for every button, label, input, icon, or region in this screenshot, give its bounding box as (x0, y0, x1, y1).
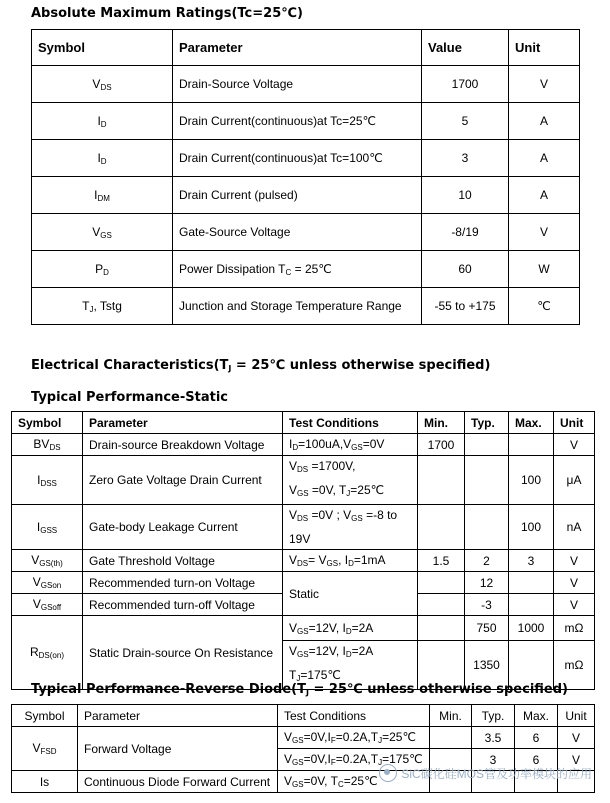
parameter-cell: Recommended turn-off Voltage (83, 594, 283, 616)
unit-cell: mΩ (554, 641, 595, 690)
parameter-cell: Drain Current(continuous)at Tc=100℃ (173, 140, 422, 177)
unit-cell: V (509, 66, 580, 103)
unit-cell: A (509, 140, 580, 177)
header-test-conditions: Test Conditions (283, 412, 418, 434)
symbol-cell: $R_{DS(on)}$ (12, 616, 83, 690)
table-header-row (32, 30, 580, 66)
min-cell (418, 505, 465, 550)
abs-max-table (31, 29, 580, 325)
typ-cell: 12 (465, 572, 509, 594)
parameter-cell: Zero Gate Voltage Drain Current (83, 456, 283, 505)
parameter-cell: Gate Threshold Voltage (83, 550, 283, 572)
symbol-cell: $T_J$, Tstg (32, 288, 173, 325)
table-row (32, 66, 580, 103)
value-cell: 5 (422, 103, 509, 140)
reverse-diode-title: Typical Performance-Reverse $Diode(T_J$ = 25℃ unless otherwise specified) (31, 682, 568, 697)
conditions-cell: Static (283, 572, 418, 616)
conditions-cell: $I_D=100uA,V_{GS}=0V$ (283, 434, 418, 456)
symbol-cell: $I_{DM}$ (32, 177, 173, 214)
header-test-conditions: Test Conditions (278, 705, 430, 727)
table-header-row (12, 412, 595, 434)
typ-cell (465, 456, 509, 505)
parameter-cell: Power Dissipation $T_C$ = 25℃ (173, 251, 422, 288)
symbol-cell: $I_D$ (32, 140, 173, 177)
min-cell (418, 572, 465, 594)
unit-cell: V (509, 214, 580, 251)
parameter-cell: Gate-body Leakage Current (83, 505, 283, 550)
table-row (12, 727, 595, 749)
header-parameter: Parameter (78, 705, 278, 727)
unit-cell: A (509, 177, 580, 214)
unit-cell: V (558, 749, 595, 771)
conditions-cell: $V_{GS}=0V,I_F=0.2A,T_J=25℃$ (278, 727, 430, 749)
max-cell (509, 434, 554, 456)
symbol-cell: $V_{GSon}$ (12, 572, 83, 594)
table-row (32, 251, 580, 288)
parameter-cell: Recommended turn-on Voltage (83, 572, 283, 594)
header-parameter: Parameter (83, 412, 283, 434)
table-row (12, 550, 595, 572)
value-cell: 1700 (422, 66, 509, 103)
electrical-title: Electrical $Characteristics(T_J$ = 25℃ unless otherwise specified) (31, 358, 491, 373)
parameter-cell: Drain-source Breakdown Voltage (83, 434, 283, 456)
header-symbol: Symbol (12, 412, 83, 434)
conditions-cell: $V_{GS}=12V$, $I_D=2A$ (283, 616, 418, 641)
value-cell: -8/19 (422, 214, 509, 251)
typ-cell: -3 (465, 594, 509, 616)
header-parameter: Parameter (173, 30, 422, 66)
conditions-cell: $V_{DS} =1700V$, $V_{GS} =0V$, $T_J=25℃$ (283, 456, 418, 505)
header-unit: Unit (554, 412, 595, 434)
header-min: Min. (418, 412, 465, 434)
parameter-cell: Gate-Source Voltage (173, 214, 422, 251)
max-cell: 100 (509, 505, 554, 550)
unit-cell: V (558, 727, 595, 749)
unit-cell: ℃ (509, 288, 580, 325)
header-max: Max. (515, 705, 558, 727)
table-row (32, 214, 580, 251)
parameter-cell: Junction and Storage Temperature Range (173, 288, 422, 325)
table-row (12, 616, 595, 641)
parameter-cell: Forward Voltage (78, 727, 278, 771)
parameter-cell: Continuous Diode Forward Current (78, 771, 278, 793)
table-row (12, 505, 595, 550)
static-title: Typical Performance-Static (31, 390, 228, 405)
unit-cell: W (509, 251, 580, 288)
conditions-cell: $V_{GS}=0V,I_F=0.2A,T_J=175℃$ (278, 749, 430, 771)
wechat-logo-icon (379, 764, 397, 782)
typ-cell: 3 (472, 749, 515, 771)
header-min: Min. (430, 705, 472, 727)
min-cell (418, 594, 465, 616)
typ-cell: 3.5 (472, 727, 515, 749)
header-unit: Unit (558, 705, 595, 727)
table-row (12, 572, 595, 594)
parameter-cell: Drain Current(continuous)at Tc=25℃ (173, 103, 422, 140)
table-row (32, 103, 580, 140)
value-cell: -55 to +175 (422, 288, 509, 325)
conditions-cell: $V_{DS}= V_{GS}$, $I_D=1mA$ (283, 550, 418, 572)
max-cell: 100 (509, 456, 554, 505)
conditions-cell: $V_{GS}=12V$, $I_D=2A$ $T_J=175℃$ (283, 641, 418, 690)
typ-cell: 2 (465, 550, 509, 572)
typ-cell (465, 505, 509, 550)
header-value: Value (422, 30, 509, 66)
max-cell (509, 572, 554, 594)
min-cell: 1.5 (418, 550, 465, 572)
watermark-text: SiC碳化硅MOS管及功率模块的应用 (401, 766, 592, 781)
unit-cell: V (554, 550, 595, 572)
unit-cell: V (554, 572, 595, 594)
header-typ: Typ. (472, 705, 515, 727)
parameter-cell: Drain-Source Voltage (173, 66, 422, 103)
typ-cell (465, 434, 509, 456)
table-row (12, 456, 595, 505)
symbol-cell: $V_{GS(th)}$ (12, 550, 83, 572)
max-cell: 6 (515, 749, 558, 771)
table-row (12, 434, 595, 456)
table-header-row (12, 705, 595, 727)
header-symbol: Symbol (32, 30, 173, 66)
abs-max-title: Absolute Maximum Ratings(Tc=25℃) (31, 6, 303, 21)
value-cell: 10 (422, 177, 509, 214)
header-typ: Typ. (465, 412, 509, 434)
symbol-cell: $I_D$ (32, 103, 173, 140)
symbol-cell: $BV_{DS}$ (12, 434, 83, 456)
min-cell (418, 616, 465, 641)
conditions-cell: $V_{DS} =0V$ ; $V_{GS} =-8$ to 19V (283, 505, 418, 550)
value-cell: 3 (422, 140, 509, 177)
symbol-cell: $V_{DS}$ (32, 66, 173, 103)
unit-cell: μA (554, 456, 595, 505)
unit-cell: mΩ (554, 616, 595, 641)
min-cell: 1700 (418, 434, 465, 456)
max-cell: 1000 (509, 616, 554, 641)
unit-cell: A (509, 103, 580, 140)
header-unit: Unit (509, 30, 580, 66)
symbol-cell: $V_{GSoff}$ (12, 594, 83, 616)
symbol-cell: $P_D$ (32, 251, 173, 288)
max-cell: 6 (515, 727, 558, 749)
typ-cell: 1350 (465, 641, 509, 690)
max-cell (509, 594, 554, 616)
watermark (379, 764, 592, 782)
symbol-cell: $I_{GSS}$ (12, 505, 83, 550)
header-max: Max. (509, 412, 554, 434)
static-table (11, 411, 595, 690)
unit-cell: nA (554, 505, 595, 550)
typ-cell: 750 (465, 616, 509, 641)
unit-cell: V (554, 594, 595, 616)
header-symbol: Symbol (12, 705, 78, 727)
parameter-cell: Drain Current (pulsed) (173, 177, 422, 214)
table-row (32, 140, 580, 177)
min-cell (418, 456, 465, 505)
min-cell (430, 727, 472, 749)
symbol-cell: $V_{GS}$ (32, 214, 173, 251)
conditions-cell: $V_{GS}=0V$, $T_C=25℃$ (278, 771, 430, 793)
symbol-cell: $V_{FSD}$ (12, 727, 78, 771)
table-row (32, 288, 580, 325)
symbol-cell: Is (12, 771, 78, 793)
max-cell: 3 (509, 550, 554, 572)
symbol-cell: $I_{DSS}$ (12, 456, 83, 505)
parameter-cell: Static Drain-source On Resistance (83, 616, 283, 690)
unit-cell: V (554, 434, 595, 456)
table-row (32, 177, 580, 214)
value-cell: 60 (422, 251, 509, 288)
